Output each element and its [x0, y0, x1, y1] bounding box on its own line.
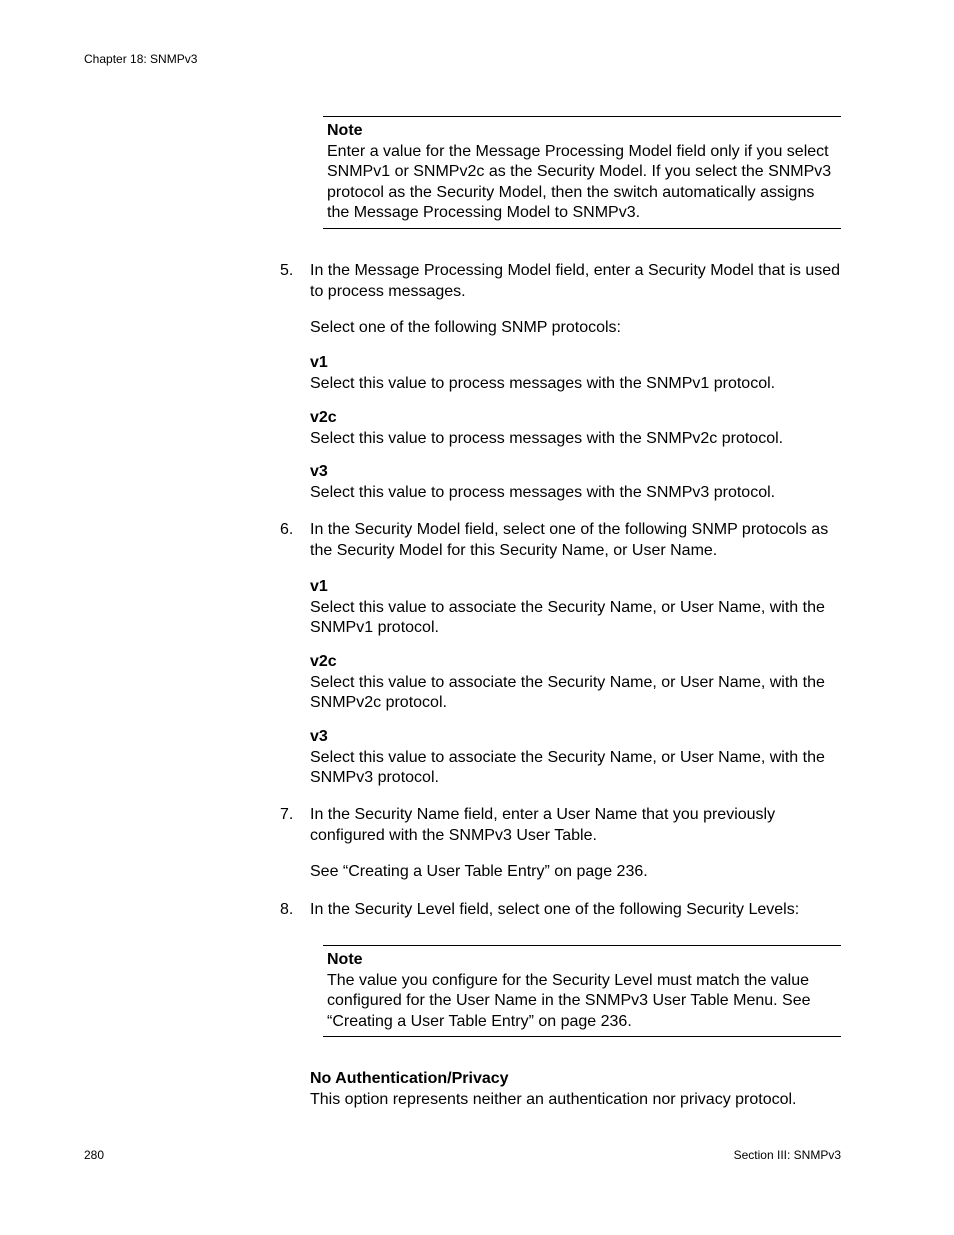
step-number: 5. — [280, 262, 294, 279]
option-term: v1 — [310, 354, 328, 371]
step-5 — [280, 261, 842, 302]
level-term: No Authentication/Privacy — [310, 1070, 509, 1087]
step-number: 6. — [280, 521, 294, 538]
step-number: 7. — [280, 806, 294, 823]
step-text: In the Security Model field, select one of the following SNMP protocols as the Security Model for this Security Name, or User Name. — [310, 521, 829, 559]
step-6 — [280, 520, 842, 561]
note-text: Enter a value for the Message Processing Model field only if you select SNMPv1 or SNMPv2c as the Security Model. If you select the SNMPv3 protocol as the Security Model, then the switch automatically assigns the Message Processing Model to SNMPv3. — [327, 142, 832, 221]
option-term: v2c — [310, 653, 337, 670]
option-item — [310, 652, 842, 714]
option-term: v2c — [310, 409, 337, 426]
note-title: Note — [327, 122, 363, 139]
note-text: The value you configure for the Security Level must match the value configured for the User Name in the SNMPv3 User Table Menu. See “Creating a User Table Entry” on page 236. — [327, 971, 811, 1030]
option-term: v3 — [310, 728, 328, 745]
option-item — [310, 353, 842, 394]
security-level-item — [310, 1069, 842, 1110]
option-term: v1 — [310, 578, 328, 595]
step-text: In the Security Name field, enter a User Name that you previously configured with the SNMPv3 User Table. — [310, 806, 776, 844]
option-item — [310, 727, 842, 789]
option-term: v3 — [310, 463, 328, 480]
running-footer: Section III: SNMPv3 — [733, 1148, 841, 1162]
level-desc: This option represents neither an authentication nor privacy protocol. — [310, 1090, 797, 1108]
step-7 — [280, 805, 842, 846]
option-item — [310, 408, 842, 449]
page-number: 280 — [84, 1148, 105, 1162]
option-desc: Select this value to process messages with the SNMPv3 protocol. — [310, 483, 776, 501]
option-desc: Select this value to associate the Security Name, or User Name, with the SNMPv3 protocol. — [310, 748, 825, 786]
option-desc: Select this value to associate the Security Name, or User Name, with the SNMPv2c protocol. — [310, 673, 825, 711]
note-box — [323, 116, 841, 229]
step-text: In the Security Level field, select one of the following Security Levels: — [310, 901, 800, 918]
option-desc: Select this value to process messages with the SNMPv2c protocol. — [310, 429, 784, 447]
option-item — [310, 462, 842, 503]
step-number: 8. — [280, 901, 294, 918]
note-box — [323, 945, 841, 1037]
option-desc: Select this value to process messages with the SNMPv1 protocol. — [310, 374, 776, 392]
option-item — [310, 577, 842, 639]
step-8 — [280, 900, 842, 921]
step-text: In the Message Processing Model field, enter a Security Model that is used to process messages. — [310, 262, 841, 300]
note-title: Note — [327, 951, 363, 968]
running-header: Chapter 18: SNMPv3 — [84, 52, 198, 66]
cross-reference: See “Creating a User Table Entry” on page 236. — [310, 863, 648, 880]
option-desc: Select this value to associate the Security Name, or User Name, with the SNMPv1 protocol. — [310, 598, 825, 636]
step-intro: Select one of the following SNMP protocols: — [310, 319, 621, 336]
